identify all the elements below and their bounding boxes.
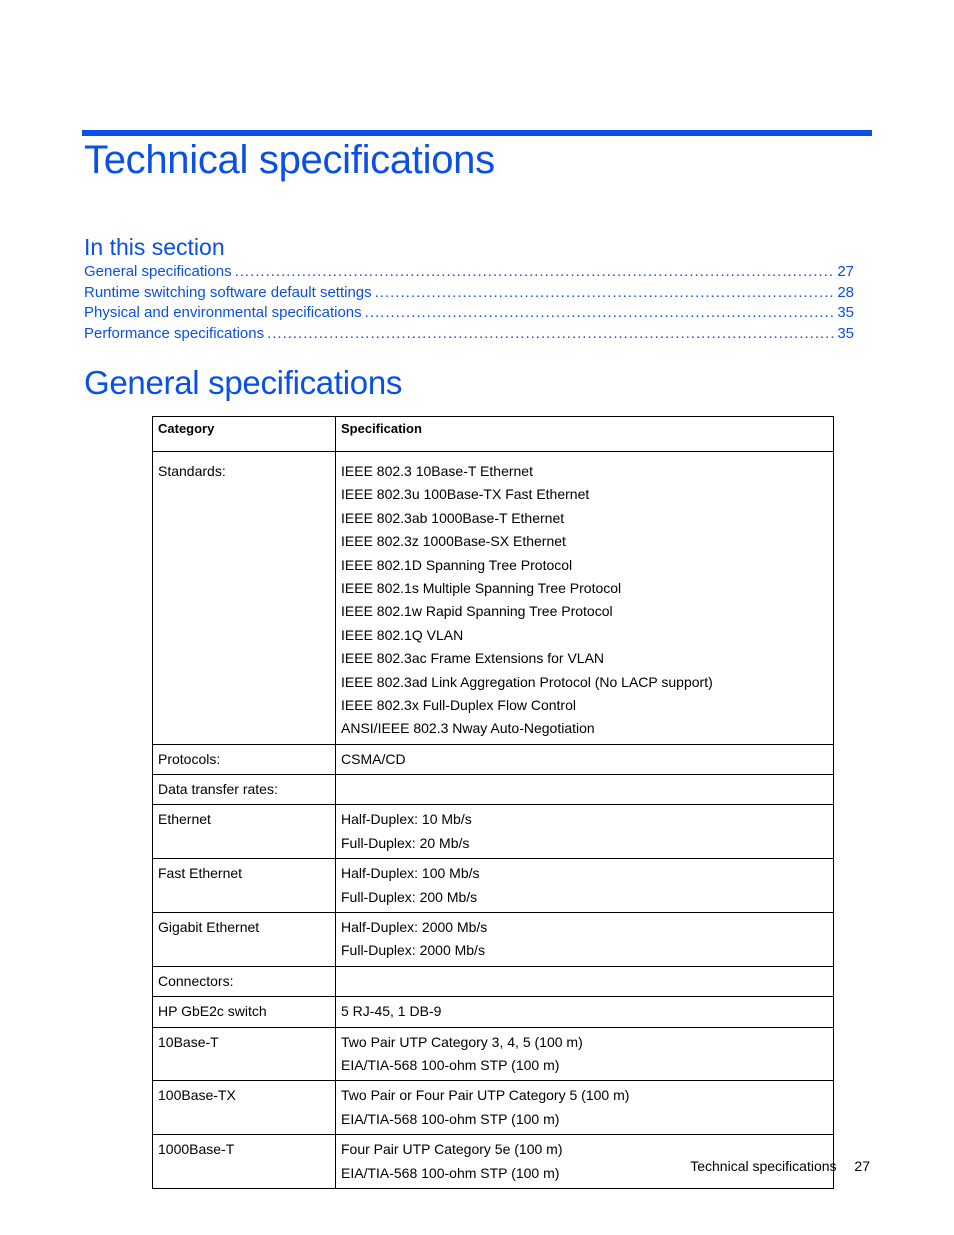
table-header-row (153, 417, 834, 452)
spec-table (152, 416, 837, 1189)
column-header-category: Category (153, 417, 336, 452)
table-row (153, 966, 834, 996)
specification-line: Half-Duplex: 100 Mb/s (341, 865, 480, 882)
category-label: Ethernet (158, 811, 211, 828)
specification-cell (336, 1081, 834, 1135)
table-row (153, 997, 834, 1027)
specification-cell (336, 452, 834, 745)
toc-item[interactable] (84, 263, 854, 284)
specification-line: IEEE 802.1s Multiple Spanning Tree Protocol (341, 579, 622, 596)
toc-heading: In this section (84, 234, 225, 260)
specification-cell (336, 966, 834, 996)
table-row (153, 805, 834, 859)
page-footer (690, 1158, 870, 1174)
specification-line: IEEE 802.1w Rapid Spanning Tree Protocol (341, 603, 613, 620)
toc-item-page[interactable]: 27 (837, 263, 854, 280)
table-row (153, 913, 834, 967)
footer-section-title: Technical specifications (690, 1158, 837, 1174)
category-label: 10Base-T (158, 1033, 219, 1050)
specification-line: ANSI/IEEE 802.3 Nway Auto-Negotiation (341, 720, 595, 737)
toc-leader (375, 284, 835, 301)
specification-line: IEEE 802.3ab 1000Base-T Ethernet (341, 509, 565, 526)
table-row (153, 452, 834, 745)
category-cell (153, 1081, 336, 1135)
category-label: Standards: (158, 463, 226, 479)
specification-line: Half-Duplex: 2000 Mb/s (341, 919, 488, 936)
specification-line: Two Pair UTP Category 3, 4, 5 (100 m) (341, 1033, 583, 1050)
footer-page-number: 27 (854, 1158, 870, 1174)
category-label: 1000Base-T (158, 1141, 235, 1158)
table-row (153, 1081, 834, 1135)
specification-line: IEEE 802.1Q VLAN (341, 626, 464, 643)
specification-line: Two Pair or Four Pair UTP Category 5 (100 m) (341, 1087, 630, 1104)
specification-line: Full-Duplex: 20 Mb/s (341, 834, 470, 851)
specification-line: EIA/TIA-568 100-ohm STP (100 m) (341, 1164, 560, 1181)
toc-item-label[interactable]: Performance specifications (84, 324, 265, 342)
table-body (153, 452, 837, 1189)
toc-leader (267, 325, 834, 342)
category-cell (153, 859, 336, 913)
category-cell (153, 744, 336, 774)
specification-line: EIA/TIA-568 100-ohm STP (100 m) (341, 1110, 560, 1127)
specification-line: Four Pair UTP Category 5e (100 m) (341, 1141, 563, 1158)
section-title: General specifications (84, 364, 403, 401)
chapter-title: Technical specifications (84, 138, 495, 182)
category-label: Protocols: (158, 750, 221, 767)
category-cell (153, 1027, 336, 1081)
category-cell (153, 997, 336, 1027)
chapter-rule (82, 130, 872, 136)
column-header-specification: Specification (336, 417, 834, 452)
specification-cell (336, 997, 834, 1027)
toc-item-label[interactable]: General specifications (84, 263, 232, 280)
specification-line: IEEE 802.3ac Frame Extensions for VLAN (341, 650, 605, 667)
category-cell (153, 966, 336, 996)
specification-cell (336, 775, 834, 805)
table-row (153, 1027, 834, 1081)
category-label: Connectors: (158, 972, 234, 989)
specification-line: Half-Duplex: 10 Mb/s (341, 811, 472, 828)
specification-line: IEEE 802.3ad Link Aggregation Protocol (No LACP support) (341, 673, 713, 690)
category-cell (153, 775, 336, 805)
specification-cell (336, 913, 834, 967)
category-cell (153, 913, 336, 967)
category-label: 100Base-TX (158, 1087, 236, 1104)
toc-item-page[interactable]: 35 (837, 324, 854, 342)
table-row (153, 775, 834, 805)
specification-line: Full-Duplex: 200 Mb/s (341, 888, 478, 905)
category-label: Data transfer rates: (158, 781, 278, 798)
toc-item-page[interactable]: 35 (837, 304, 854, 321)
specification-line: CSMA/CD (341, 750, 406, 767)
specification-line: 5 RJ-45, 1 DB-9 (341, 1003, 442, 1020)
toc-item-page[interactable]: 28 (837, 283, 854, 301)
category-cell (153, 452, 336, 745)
toc-item[interactable] (84, 304, 854, 325)
specification-cell (336, 744, 834, 774)
specification-cell (336, 859, 834, 913)
toc-leader (365, 304, 835, 321)
specification-line: IEEE 802.1D Spanning Tree Protocol (341, 556, 573, 573)
specification-line: IEEE 802.3u 100Base-TX Fast Ethernet (341, 486, 590, 503)
category-label: Gigabit Ethernet (158, 919, 260, 936)
toc-item[interactable] (84, 325, 854, 346)
specification-cell (336, 805, 834, 859)
toc-list (84, 263, 854, 345)
table-row (153, 859, 834, 913)
specification-line: Full-Duplex: 2000 Mb/s (341, 942, 485, 959)
specification-line: EIA/TIA-568 100-ohm STP (100 m) (341, 1056, 560, 1073)
toc-item[interactable] (84, 284, 854, 305)
specification-line (341, 778, 828, 801)
specification-line: IEEE 802.3 10Base-T Ethernet (341, 463, 533, 479)
specification-cell (336, 1027, 834, 1081)
category-label: HP GbE2c switch (158, 1003, 267, 1020)
category-cell (153, 805, 336, 859)
category-label: Fast Ethernet (158, 865, 243, 882)
toc-item-label[interactable]: Runtime switching software default settings (84, 283, 372, 301)
specification-line: IEEE 802.3z 1000Base-SX Ethernet (341, 533, 566, 550)
toc-leader (235, 263, 835, 280)
category-cell (153, 1135, 336, 1189)
specification-line (341, 970, 828, 993)
toc-item-label[interactable]: Physical and environmental specifications (84, 304, 362, 321)
table-row (153, 744, 834, 774)
specification-line: IEEE 802.3x Full-Duplex Flow Control (341, 696, 576, 713)
